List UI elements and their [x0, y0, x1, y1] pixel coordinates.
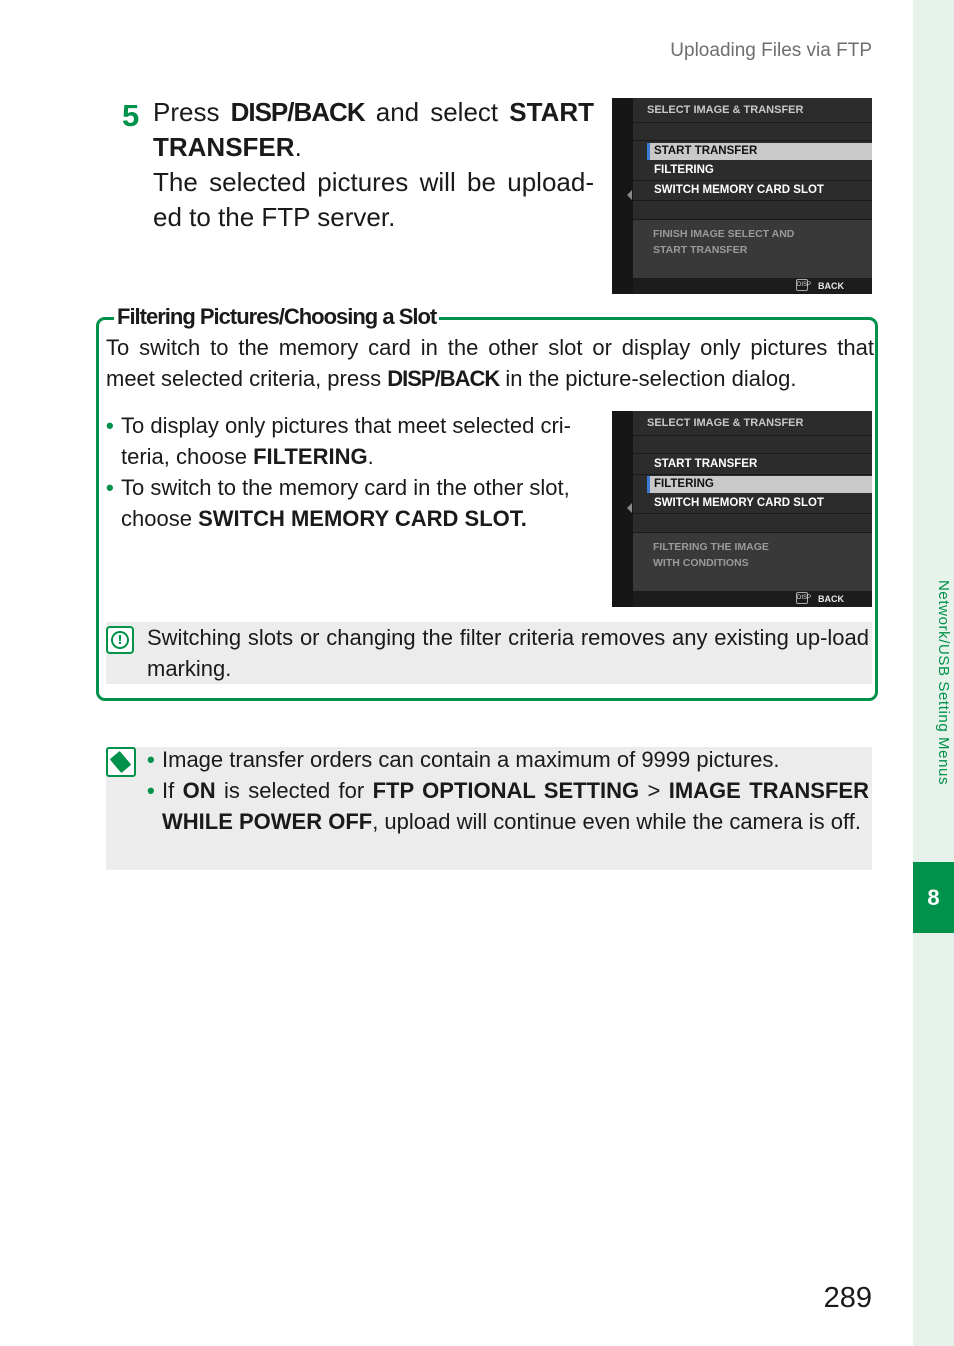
menu-item-switch-slot[interactable]: SWITCH MEMORY CARD SLOT [654, 184, 824, 196]
page-number: 289 [823, 1282, 872, 1314]
menu-item-start-transfer[interactable]: START TRANSFER [654, 458, 758, 470]
bullet2-key: SWITCH MEMORY CARD SLOT. [198, 506, 527, 531]
note-gt: > [647, 778, 661, 803]
caution-text: Switching slots or changing the filter criteria removes any existing up-load marking. [147, 625, 869, 681]
help-line: FINISH IMAGE SELECT AND [653, 228, 795, 240]
left-arrow-icon [627, 503, 632, 513]
disp-icon: DISP [796, 592, 808, 604]
left-arrow-icon [627, 190, 632, 200]
step-number: 5 [122, 98, 140, 133]
step-text [153, 95, 594, 235]
help-line: WITH CONDITIONS [653, 557, 749, 569]
row-divider [633, 122, 872, 123]
camera-screen-start-transfer [612, 98, 872, 294]
row-divider [633, 200, 872, 201]
bullet1-key: FILTERING [253, 444, 368, 469]
step-press: Press [153, 97, 220, 127]
tip-bullets [106, 410, 596, 534]
disp-icon: DISP [796, 279, 808, 291]
step-target: START TRANSFER [153, 97, 595, 162]
step-5 [122, 95, 594, 235]
bullet-dot: • [147, 747, 155, 772]
screen-title: SELECT IMAGE & TRANSFER [647, 417, 804, 429]
list-item [106, 410, 596, 472]
step-key: DISP/BACK [230, 97, 365, 127]
bullet-dot: • [106, 475, 114, 500]
list-item [147, 775, 869, 837]
note-pen-icon [106, 747, 136, 777]
bullet1-after: . [367, 444, 374, 469]
step-period: . [294, 132, 302, 162]
intro-before: To switch to the memory card in the other slot or display only pictures that meet selected criteria, press [106, 335, 874, 391]
note-on: ON [182, 778, 216, 803]
help-text [633, 533, 872, 591]
tip-box-intro [106, 332, 874, 394]
running-header: Uploading Files via FTP [670, 40, 872, 61]
note-mid: is selected for [223, 778, 365, 803]
caution-icon: ! [106, 626, 134, 654]
note-bullet1: Image transfer orders can contain a maximum of 9999 pictures. [162, 747, 780, 772]
note-panel [106, 747, 872, 870]
step-result: The selected pictures will be upload-ed to the FTP server. [153, 167, 594, 232]
back-label: BACK [818, 281, 844, 291]
row-divider [633, 453, 872, 454]
row-divider [633, 140, 872, 141]
chapter-side-tab [913, 0, 954, 1346]
note-option: IMAGE TRANSFER WHILE POWER OFF [162, 778, 869, 834]
step-and-select: and select [375, 97, 499, 127]
note-list [147, 744, 869, 837]
intro-after: in the picture-selection dialog. [505, 366, 797, 391]
caution-panel [106, 622, 872, 684]
help-line: START TRANSFER [653, 244, 748, 256]
row-divider [633, 474, 872, 475]
intro-key: DISP/BACK [387, 366, 500, 391]
bullet-dot: • [106, 413, 114, 438]
camera-screen-filtering [612, 411, 872, 607]
row-divider [633, 180, 872, 181]
bullet1-before: To display only pictures that meet selected cri-teria, choose [121, 413, 571, 469]
screen-title: SELECT IMAGE & TRANSFER [647, 104, 804, 116]
menu-item-start-transfer[interactable]: START TRANSFER [647, 143, 872, 160]
chapter-label: Network/USB Setting Menus [935, 580, 952, 786]
bullet-dot: • [147, 778, 155, 803]
list-item [106, 472, 596, 534]
menu-item-switch-slot[interactable]: SWITCH MEMORY CARD SLOT [654, 497, 824, 509]
row-divider [633, 435, 872, 436]
tip-box-title: Filtering Pictures/Choosing a Slot [114, 304, 439, 330]
help-line: FILTERING THE IMAGE [653, 541, 769, 553]
menu-item-filtering[interactable]: FILTERING [647, 476, 872, 493]
menu-item-filtering[interactable]: FILTERING [654, 164, 714, 176]
bullet2-before: To switch to the memory card in the other slot, choose [121, 475, 570, 531]
help-text [633, 220, 872, 278]
note-setting: FTP OPTIONAL SETTING [372, 778, 640, 803]
chapter-number: 8 [913, 862, 954, 933]
back-label: BACK [818, 594, 844, 604]
note-if: If [162, 778, 175, 803]
list-item [147, 744, 869, 775]
row-divider [633, 513, 872, 514]
note-after: , upload will continue even while the camera is off. [372, 809, 861, 834]
